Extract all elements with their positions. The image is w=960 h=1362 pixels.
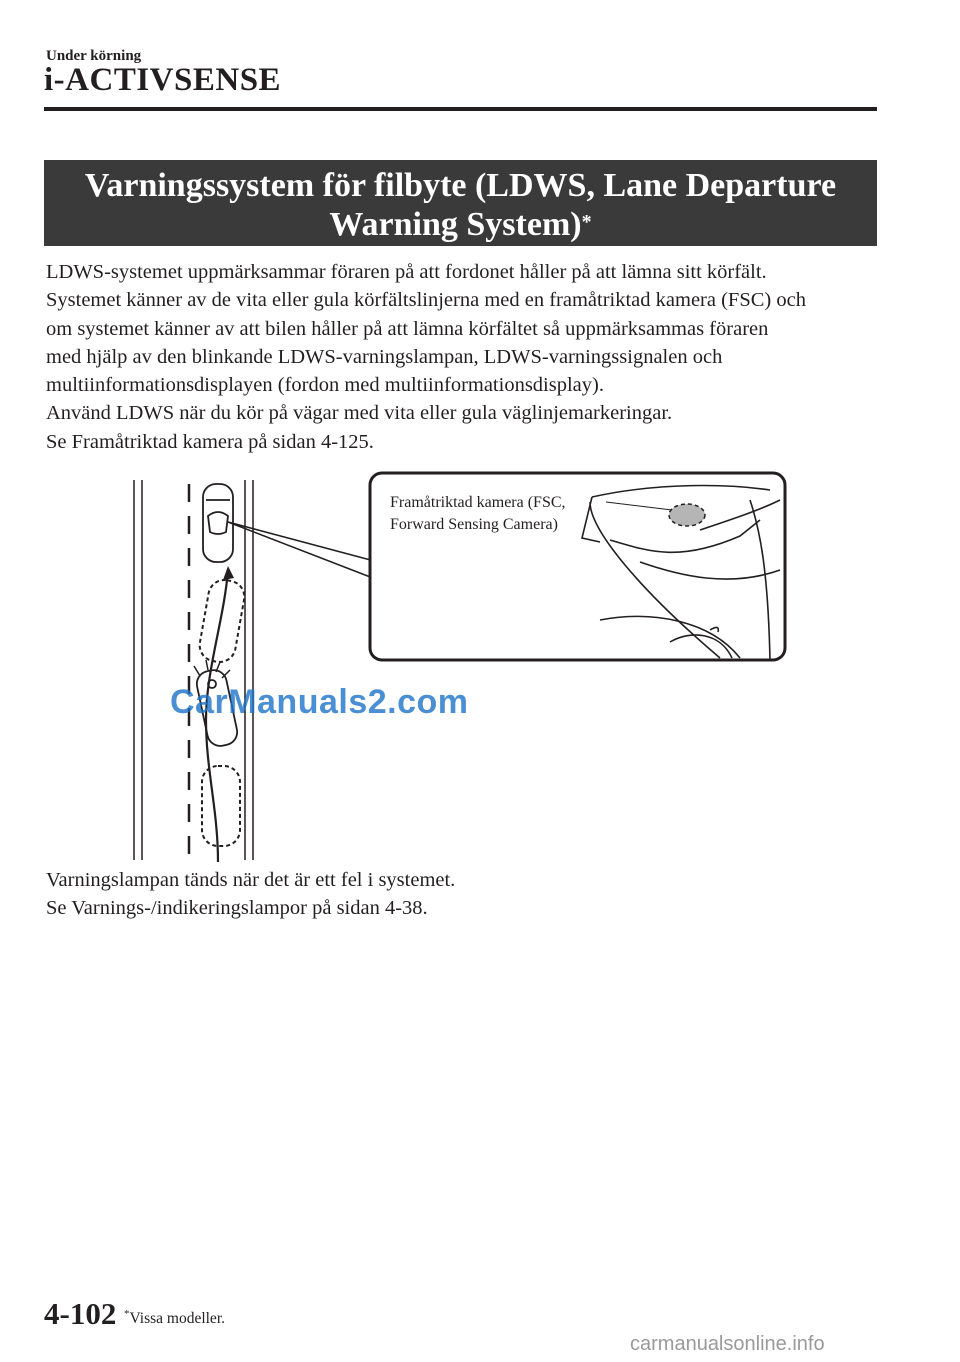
road xyxy=(134,480,253,860)
car-ghost-2 xyxy=(202,766,240,846)
camera-marker xyxy=(669,504,705,526)
footnote-text: Vissa modeller. xyxy=(129,1310,225,1328)
after-text xyxy=(46,866,886,923)
body-line: Använd LDWS när du kör på vägar med vita eller gula väglinjemarkeringar. xyxy=(46,402,673,425)
body-line: LDWS-systemet uppmärksammar föraren på att fordonet håller på att lämna sitt körfält. xyxy=(46,261,767,283)
chapter-title: i-ACTIVSENSE xyxy=(44,62,282,98)
title-line-2 xyxy=(44,205,877,244)
body-line: om systemet känner av att bilen håller på att lämna körfältet så uppmärksammas föraren xyxy=(46,317,769,340)
car-ghost-1 xyxy=(197,577,247,664)
section-heading: Under körning xyxy=(46,48,142,64)
page-number: 4-102 xyxy=(44,1296,117,1331)
zoom-lines xyxy=(228,522,378,580)
section-title-banner xyxy=(44,160,877,246)
body-line: med hjälp av den blinkande LDWS-varningslampan, LDWS-varningssignalen och xyxy=(46,345,723,368)
footnote xyxy=(124,1308,225,1328)
title-line-2-text: Warning System) xyxy=(329,206,582,243)
title-line-1: Varningssystem för filbyte (LDWS, Lane Departure xyxy=(84,167,837,204)
site-watermark: carmanualsonline.info xyxy=(630,1333,825,1355)
body-line: Se Varnings-/indikeringslampor på sidan 4-38. xyxy=(46,897,428,920)
body-line: Systemet känner av de vita eller gula körfältslinjerna med en framåtriktad kamera (FSC) och xyxy=(46,289,806,312)
body-text xyxy=(46,258,886,456)
footnote-marker: * xyxy=(124,1308,130,1320)
callout-label-2: Forward Sensing Camera) xyxy=(390,516,558,533)
body-line: Se Framåtriktad kamera på sidan 4-125. xyxy=(46,430,374,453)
body-line: Varningslampan tänds när det är ett fel i systemet. xyxy=(46,869,456,891)
optional-marker: * xyxy=(581,211,592,233)
body-line: multiinformationsdisplayen (fordon med multiinformationsdisplay). xyxy=(46,374,604,397)
watermark-logo: CarManuals2.com xyxy=(170,683,469,721)
arrow-head xyxy=(223,566,234,580)
header-rule xyxy=(44,107,877,111)
callout-label-1: Framåtriktad kamera (FSC, xyxy=(390,494,566,511)
ldws-illustration xyxy=(120,470,790,865)
